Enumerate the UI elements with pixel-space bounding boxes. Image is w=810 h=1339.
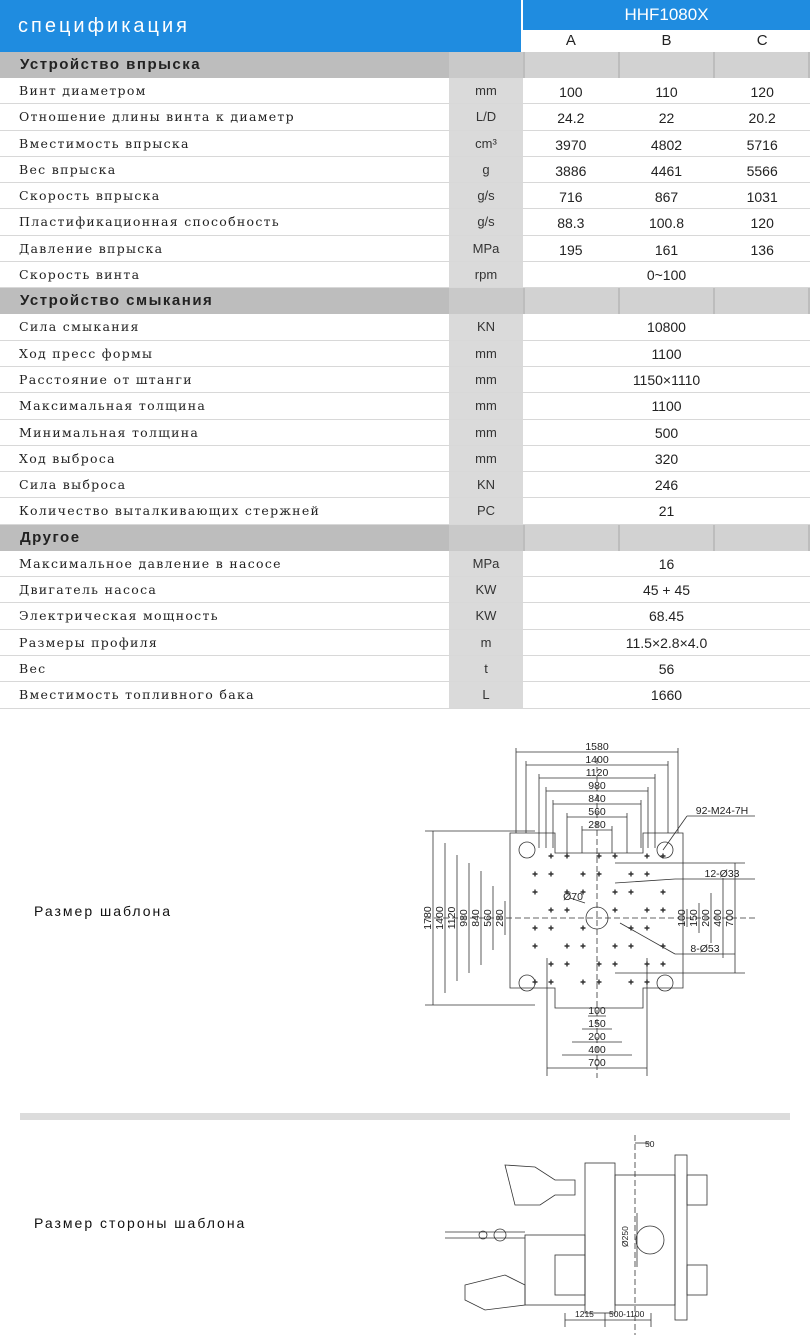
spec-label: Количество выталкивающих стержней (0, 498, 447, 523)
spec-value: 0~100 (646, 267, 687, 284)
spec-value: 4802 (650, 136, 683, 153)
spec-unit: L (449, 682, 523, 707)
platen-callout: Ø70 (563, 891, 583, 903)
section-unit-cell (449, 525, 523, 551)
spec-label: Двигатель насоса (0, 577, 447, 602)
bolt-hole-mark (549, 926, 554, 931)
spec-unit: mm (449, 341, 523, 366)
spec-row (0, 157, 810, 183)
bolt-hole-mark (613, 962, 618, 967)
model-name: HHF1080X (523, 0, 810, 30)
spec-unit: g/s (449, 209, 523, 234)
spec-label: Винт диаметром (0, 78, 447, 103)
spec-label: Размеры профиля (0, 630, 447, 655)
spec-row (0, 551, 810, 577)
platen-dim-left: 980 (458, 909, 470, 927)
spec-unit: MPa (449, 236, 523, 261)
spec-values (523, 104, 810, 129)
platen-dim-right: 400 (712, 909, 724, 927)
platen-dim-top: 840 (588, 793, 606, 805)
spec-label: Отношение длины винта к диаметр (0, 104, 447, 129)
spec-row (0, 183, 810, 209)
spec-value: 10800 (647, 319, 686, 336)
spec-label: Сила смыкания (0, 314, 447, 339)
spec-value: 110 (655, 84, 678, 100)
spec-values (523, 131, 810, 156)
bolt-hole-mark (533, 944, 538, 949)
spec-row (0, 498, 810, 524)
spec-values (523, 341, 810, 366)
spec-values (523, 157, 810, 182)
bolt-hole-mark (645, 872, 650, 877)
spec-unit: t (449, 656, 523, 681)
spec-label: Расстояние от штанги (0, 367, 447, 392)
spec-value: 120 (750, 84, 774, 100)
spec-value: 1100 (651, 398, 682, 415)
section-divider (20, 1113, 790, 1120)
spec-label: Скорость впрыска (0, 183, 447, 208)
spec-label: Ход пресс формы (0, 341, 447, 366)
spec-value: 100.8 (648, 215, 685, 232)
bolt-hole-mark (629, 872, 634, 877)
bolt-hole-mark (613, 854, 618, 859)
spec-label: Скорость винта (0, 262, 447, 287)
spec-values (523, 656, 810, 681)
spec-row (0, 341, 810, 367)
spec-row (0, 393, 810, 419)
side-dim-diameter: Ø250 (620, 1226, 630, 1247)
spec-value: 320 (654, 450, 679, 467)
spec-value: 161 (654, 241, 679, 258)
spec-row (0, 367, 810, 393)
bolt-hole-mark (565, 854, 570, 859)
spec-value: 120 (750, 215, 774, 232)
spec-values (523, 551, 810, 576)
platen-dim-right: 700 (724, 909, 736, 927)
platen-dim-bottom: 400 (588, 1044, 606, 1056)
spec-label: Ход выброса (0, 446, 447, 471)
spec-label: Пластификационная способность (0, 209, 447, 234)
spec-unit: mm (449, 446, 523, 471)
bolt-hole-mark (533, 890, 538, 895)
spec-unit: mm (449, 367, 523, 392)
spec-label: Вес (0, 656, 447, 681)
spec-values (523, 498, 810, 523)
bolt-hole-mark (549, 854, 554, 859)
section-unit-cell (449, 52, 523, 78)
bolt-hole-mark (549, 872, 554, 877)
spec-unit: KW (449, 603, 523, 628)
spec-unit: g/s (449, 183, 523, 208)
spec-unit: g (449, 157, 523, 182)
spec-value: 1031 (746, 189, 778, 206)
platen-dim-left: 1780 (422, 906, 434, 930)
spec-header (0, 0, 810, 52)
bolt-hole-mark (661, 962, 666, 967)
spec-row (0, 682, 810, 708)
platen-dim-left: 840 (470, 909, 482, 927)
spec-values (523, 630, 810, 655)
platen-dim-right: 100 (676, 909, 688, 927)
bolt-hole-mark (533, 872, 538, 877)
bolt-hole-mark (613, 944, 618, 949)
bolt-hole-mark (661, 890, 666, 895)
spec-row (0, 262, 810, 288)
platen-dim-top: 560 (588, 806, 606, 818)
side-dim-length: 1215 (575, 1309, 594, 1319)
spec-sections (0, 52, 810, 709)
spec-row (0, 236, 810, 262)
bolt-hole-mark (629, 980, 634, 985)
section-header (0, 288, 810, 314)
section-unit-cell (449, 288, 523, 314)
spec-values (523, 262, 810, 287)
platen-dim-top: 1120 (585, 767, 609, 779)
bolt-hole-mark (645, 962, 650, 967)
platen-dim-bottom: 200 (588, 1031, 606, 1043)
page-title: спецификация (0, 0, 521, 52)
spec-unit: mm (449, 78, 523, 103)
spec-value: 21 (658, 503, 675, 520)
platen-dim-left: 560 (482, 909, 494, 927)
spec-value: 88.3 (557, 215, 585, 232)
side-dim-top: 50 (645, 1139, 655, 1149)
bolt-hole-mark (645, 908, 650, 913)
spec-row (0, 656, 810, 682)
section-value-cells (525, 525, 810, 551)
spec-label: Минимальная толщина (0, 420, 447, 445)
spec-values (523, 577, 810, 602)
bolt-hole-mark (533, 926, 538, 931)
bolt-hole-mark (565, 944, 570, 949)
spec-row (0, 131, 810, 157)
section-title: Другое (20, 528, 81, 546)
platen-callout: 8-Ø53 (690, 943, 720, 955)
bolt-hole-mark (581, 944, 586, 949)
platen-dim-bottom: 100 (588, 1005, 606, 1017)
bolt-hole-mark (613, 890, 618, 895)
spec-row (0, 472, 810, 498)
bolt-hole-mark (581, 872, 586, 877)
spec-values (523, 682, 810, 707)
spec-value: 20.2 (748, 110, 776, 127)
bolt-hole-mark (661, 944, 666, 949)
platen-dim-left: 1400 (434, 906, 446, 930)
spec-row (0, 630, 810, 656)
platen-dim-top: 280 (588, 819, 606, 831)
bolt-hole-mark (565, 962, 570, 967)
platen-dim-right: 150 (688, 909, 700, 927)
section-value-cells (525, 52, 810, 78)
spec-value: 5566 (746, 162, 778, 179)
side-dimension-drawing (445, 1135, 765, 1335)
spec-value: 716 (559, 189, 583, 206)
column-a: A (565, 32, 576, 49)
spec-label: Электрическая мощность (0, 603, 447, 628)
platen-dim-left: 280 (494, 909, 506, 927)
spec-value: 500 (654, 424, 679, 441)
platen-dimension-drawing (415, 738, 795, 1083)
spec-value: 4461 (650, 162, 683, 179)
spec-label: Сила выброса (0, 472, 447, 497)
spec-row (0, 78, 810, 104)
spec-value: 246 (654, 477, 679, 494)
bolt-hole-mark (629, 944, 634, 949)
spec-value: 1660 (650, 687, 683, 704)
spec-value: 68.45 (648, 608, 685, 625)
spec-row (0, 420, 810, 446)
column-b: B (661, 32, 672, 49)
spec-unit: L/D (449, 104, 523, 129)
spec-value: 867 (654, 189, 679, 206)
spec-value: 195 (559, 241, 583, 258)
spec-value: 1100 (651, 345, 682, 362)
platen-drawing-label: Размер шаблона (34, 903, 173, 919)
spec-value: 22 (658, 110, 675, 127)
spec-label: Вместимость топливного бака (0, 682, 447, 707)
spec-unit: m (449, 630, 523, 655)
bolt-hole-mark (549, 908, 554, 913)
spec-unit: KN (449, 472, 523, 497)
platen-dim-top: 980 (588, 780, 606, 792)
section-header (0, 52, 810, 78)
spec-value: 56 (658, 660, 675, 677)
spec-row (0, 446, 810, 472)
spec-values (523, 603, 810, 628)
bolt-hole-mark (645, 980, 650, 985)
spec-label: Вместимость впрыска (0, 131, 447, 156)
spec-values (523, 236, 810, 261)
bolt-hole-mark (565, 908, 570, 913)
bolt-hole-mark (645, 926, 650, 931)
column-c: C (756, 32, 768, 49)
platen-dim-bottom: 700 (588, 1057, 606, 1069)
spec-unit: cm³ (449, 131, 523, 156)
spec-label: Максимальное давление в насосе (0, 551, 447, 576)
spec-value: 3886 (555, 162, 587, 179)
spec-value: 136 (750, 241, 774, 258)
spec-unit: MPa (449, 551, 523, 576)
spec-row (0, 577, 810, 603)
spec-value: 24.2 (557, 110, 585, 127)
spec-values (523, 420, 810, 445)
spec-row (0, 603, 810, 629)
spec-unit: KW (449, 577, 523, 602)
spec-label: Максимальная толщина (0, 393, 447, 418)
spec-unit: mm (449, 393, 523, 418)
spec-values (523, 367, 810, 392)
bolt-hole-mark (549, 980, 554, 985)
platen-dim-top: 1400 (585, 754, 609, 766)
spec-unit: PC (449, 498, 523, 523)
spec-label: Вес впрыска (0, 157, 447, 182)
bolt-hole-mark (581, 980, 586, 985)
spec-value: 11.5×2.8×4.0 (625, 634, 708, 651)
spec-values (523, 472, 810, 497)
side-drawing-label: Размер стороны шаблона (34, 1215, 247, 1231)
spec-value: 1150×1110 (632, 371, 701, 388)
spec-values (523, 209, 810, 234)
variant-columns (523, 30, 810, 53)
platen-callout: 12-Ø33 (704, 868, 740, 880)
bolt-hole-mark (613, 908, 618, 913)
platen-callout: 92-M24-7H (695, 805, 749, 817)
bolt-hole-mark (549, 962, 554, 967)
spec-unit: mm (449, 420, 523, 445)
spec-value: 100 (559, 84, 583, 100)
bolt-hole-mark (645, 854, 650, 859)
platen-dim-bottom: 150 (588, 1018, 606, 1030)
spec-value: 45 + 45 (642, 582, 691, 599)
spec-unit: KN (449, 314, 523, 339)
section-value-cells (525, 288, 810, 314)
spec-row (0, 314, 810, 340)
side-dim-range: 500-1100 (609, 1309, 645, 1319)
bolt-hole-mark (661, 908, 666, 913)
spec-label: Давление впрыска (0, 236, 447, 261)
bolt-hole-mark (629, 890, 634, 895)
spec-unit: rpm (449, 262, 523, 287)
platen-dim-top: 1580 (585, 741, 609, 753)
section-title: Устройство впрыска (20, 56, 202, 73)
spec-value: 3970 (555, 136, 587, 153)
section-header (0, 525, 810, 551)
platen-dim-right: 200 (700, 909, 712, 927)
bolt-hole-mark (581, 926, 586, 931)
spec-value: 16 (658, 555, 675, 572)
spec-values (523, 183, 810, 208)
spec-values (523, 393, 810, 418)
bolt-hole-mark (533, 980, 538, 985)
spec-values (523, 78, 810, 103)
spec-values (523, 446, 810, 471)
spec-value: 5716 (746, 136, 778, 153)
spec-values (523, 314, 810, 339)
section-title: Устройство смыкания (20, 292, 214, 310)
spec-row (0, 209, 810, 235)
spec-row (0, 104, 810, 130)
platen-dim-left: 1120 (446, 906, 458, 930)
